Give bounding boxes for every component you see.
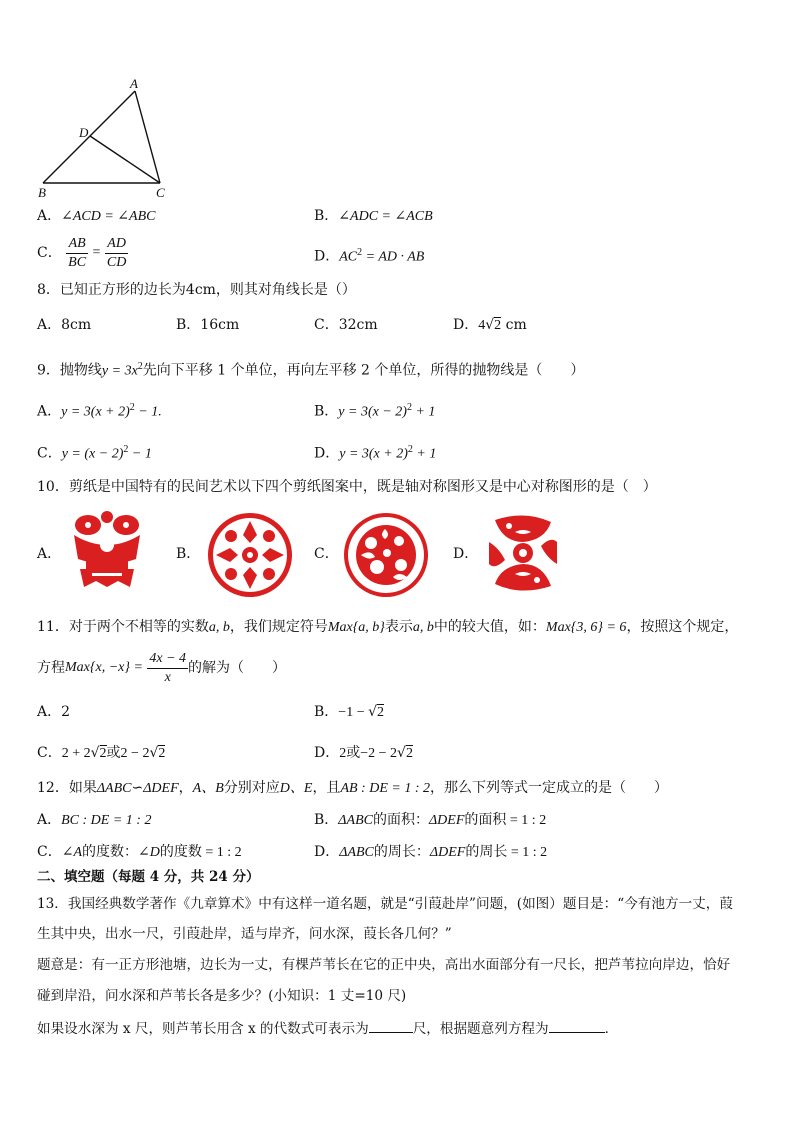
q9-option-b: B．$y = 3(x - 2)^2 + 1$ [314, 402, 436, 420]
side-ab [43, 91, 135, 183]
q9-option-d: D．$y = 3(x + 2)^2 + 1$ [314, 444, 437, 462]
q10-option-c-label: C． [314, 546, 339, 562]
label-b: B [38, 185, 46, 200]
q12-stem: 12．如果ΔABC∽ΔDEF，A、B分别对应D、E，且AB : DE = 1 : 2，那么下列等式一定成立的是（ ） [37, 780, 668, 796]
paper-cut-d-image [485, 512, 561, 594]
q13-line3: 题意是：有一正方形池塘，边长为一丈，有棵芦苇长在它的正中央，高出水面部分有一尺长，把芦苇拉向岸边，恰好 [37, 957, 731, 973]
q9-option-a: A．$y = 3(x + 2)^2 - 1$. [37, 402, 162, 420]
q7-option-c: C． $\frac{AB}{BC}$ = $\frac{AD}{CD}$ [37, 235, 127, 270]
q11-stem-line1: 11．对于两个不相等的实数a, b，我们规定符号Max{a, b}表示a, b中的较大值，如：Max{3, 6} = 6，按照这个规定， [37, 619, 739, 635]
q11-option-b: B．−1 − √2 [314, 704, 385, 720]
q9-stem: 9．抛物线$y = 3x^2$先向下平移 1 个单位，再向左平移 2 个单位，所得的抛物线是（ ） [37, 361, 585, 379]
fraction-4x-4-over-x: $\frac{4x - 4}{x}$ [149, 650, 187, 685]
q8-option-b: B．16cm [176, 317, 240, 333]
q10-option-b-label: B． [176, 546, 201, 562]
q7-option-a: A．∠ACD = ∠ABC [37, 208, 156, 224]
q11-option-c: C．2 + 2√2或2 − 2√2 [37, 745, 166, 761]
q13-line1: 13．我国经典数学著作《九章算术》中有这样一道名题，就是“引葭赴岸”问题，(如图）题目是：“今有池方一丈，葭 [37, 896, 733, 912]
q8-stem: 8．已知正方形的边长为4cm，则其对角线长是（） [37, 282, 356, 298]
q8-option-d: D．4√2 cm [453, 317, 527, 333]
q13-line5: 如果设水深为 x 尺，则芦苇长用含 x 的代数式可表示为 尺，根据题意列方程为 ． [37, 1018, 618, 1038]
sqrt-sign: √ [485, 317, 495, 333]
q11-option-a: A．2 [37, 704, 71, 720]
q8-option-c: C．32cm [314, 317, 378, 333]
q13-line2: 生其中央，出水一尺，引葭赴岸，适与岸齐，问水深，葭长各几何？” [37, 926, 452, 942]
paper-cut-b-image [205, 511, 295, 599]
q8-option-a: A．8cm [37, 317, 92, 333]
q12-option-a: A．BC : DE = 1 : 2 [37, 812, 152, 828]
q7-option-d: D．$AC^2$ = AD · AB [314, 247, 425, 265]
q10-option-a-label: A． [37, 546, 62, 562]
q12-option-b: B．ΔABC的面积：ΔDEF的面积 = 1 : 2 [314, 812, 547, 828]
fraction-ab-bc: $\frac{AB}{BC}$ [68, 235, 87, 270]
q10-stem: 10．剪纸是中国特有的民间艺术以下四个剪纸图案中，既是轴对称图形又是中心对称图形的是（ ） [37, 479, 657, 495]
q13-line4: 碰到岸沿，问水深和芦苇长各是多少？(小知识：1 丈=10 尺) [37, 988, 407, 1004]
paper-cut-c-image [341, 511, 431, 599]
q9-option-c: C．$y = (x - 2)^2 - 1$ [37, 444, 152, 462]
label-d: D [79, 125, 89, 140]
q12-option-c: C．∠A的度数：∠D的度数 = 1 : 2 [37, 844, 242, 860]
label-a: A [130, 76, 138, 91]
answer-blank-1[interactable] [369, 1018, 413, 1033]
label-c: C [156, 185, 165, 200]
q7-option-b: B．∠ADC = ∠ACB [314, 208, 433, 224]
section-heading-fill-in: 二、填空题（每题 4 分，共 24 分） [37, 869, 260, 885]
q10-option-d-label: D． [453, 546, 479, 562]
answer-blank-2[interactable] [549, 1018, 605, 1033]
q11-option-d: D．2或−2 − 2√2 [314, 745, 413, 761]
q12-option-d: D．ΔABC的周长：ΔDEF的周长 = 1 : 2 [314, 844, 548, 860]
fraction-ad-cd: $\frac{AD}{CD}$ [106, 235, 127, 270]
paper-cut-a-image [66, 509, 148, 589]
q11-stem-line2: 方程Max{x, −x} = $\frac{4x - 4}{x}$ 的解为（ ） [37, 650, 287, 685]
triangle-figure [34, 76, 180, 200]
